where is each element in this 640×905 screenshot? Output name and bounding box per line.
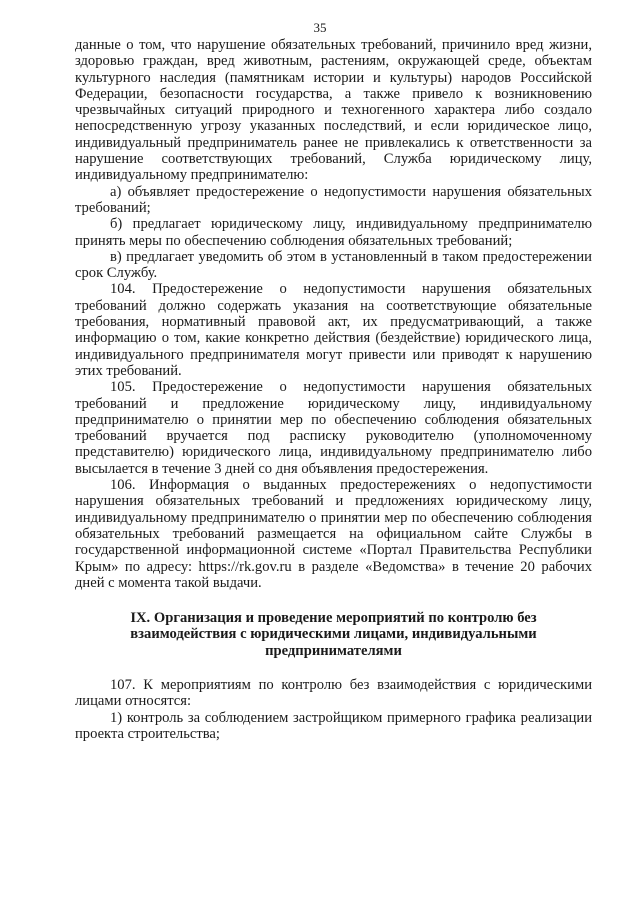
paragraph-continuation: данные о том, что нарушение обязательных требований, причинило вред жизни, здоровью граждан, вред животным, растениям, окружающей среде, объектам культурного наследия (памятникам истории и культуры) народов Российской Федерации, безопасности государства, а также привело к возникновению чрезвычайных ситуаций природного и техногенного характера либо создало непосредственную угрозу указанных последствий, и если юридическое лицо, индивидуальный предприниматель ранее не привлекались к ответственности за нарушение соответствующих требований, Служба юридическому лицу, индивидуальному предпринимателю: [75, 37, 592, 184]
section-heading: IX. Организация и проведение мероприятий по контролю без взаимодействия с юридическими лицами, индивидуальными предпринимателями [130, 610, 537, 659]
list-item-b: б) предлагает юридическому лицу, индивидуальному предпринимателю принять меры по обеспечению соблюдения обязательных требований; [75, 216, 592, 249]
paragraph-105: 105. Предостережение о недопустимости нарушения обязательных требований и предложение юридическому лицу, индивидуальному предпринимателю о принятии мер по обеспечению соблюдения обязательных требований вручается под расписку руководителю (уполномоченному представителю) юридического лица, индивидуальному предпринимателю либо высылается в течение 3 дней со дня объявления предостережения. [75, 379, 592, 477]
list-item-a: а) объявляет предостережение о недопустимости нарушения обязательных требований; [75, 183, 592, 216]
paragraph-106: 106. Информация о выданных предостережениях о недопустимости нарушения обязательных требований и предложениях юридическому лицу, индивидуальному предпринимателю о принятии мер по обеспечению соблюдения обязательных требований размещается на официальном сайте Службы в государственной информационной системе «Портал Правительства Республики Крым» по адресу: https://rk.gov.ru в разделе «Ведомства» в течение 20 рабочих дней с момента такой выдачи. [75, 477, 592, 591]
paragraph-107: 107. К мероприятиям по контролю без взаимодействия с юридическими лицами относятся: [75, 676, 592, 710]
paragraph-104: 104. Предостережение о недопустимости нарушения обязательных требований должно содержать указания на соответствующие обязательные требования, нормативный правовой акт, их предусматривающий, а также информацию о том, какие конкретно действия (бездействие) юридического лица, индивидуального предпринимателя могут привести или приводят к нарушению этих требований. [75, 281, 592, 379]
paragraph-107-item-1: 1) контроль за соблюдением застройщиком примерного графика реализации проекта строительства; [75, 709, 592, 742]
list-item-c: в) предлагает уведомить об этом в установленный в таком предостережении срок Службу. [75, 248, 592, 282]
document-body [75, 37, 592, 742]
page-number: 35 [313, 20, 327, 35]
